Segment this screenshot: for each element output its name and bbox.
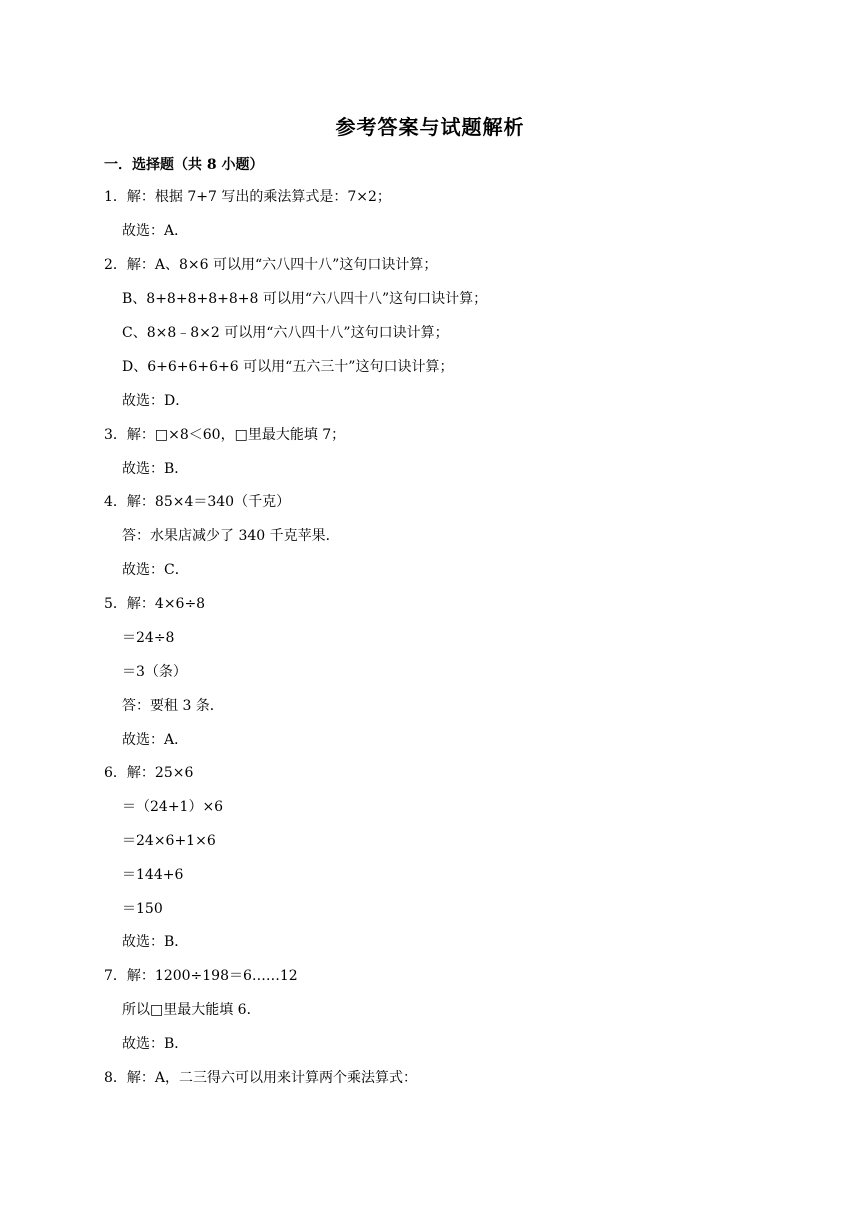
answer-line: 答：要租 3 条． xyxy=(122,698,224,714)
answer-line: 7．解：1200÷198＝6……12 xyxy=(104,968,298,984)
answer-line: 8．解：A，二三得六可以用来计算两个乘法算式： xyxy=(104,1070,418,1086)
answer-line: D、6+6+6+6+6 可以用“五六三十”这句口诀计算； xyxy=(122,359,454,375)
page-title: 参考答案与试题解析 xyxy=(335,115,525,139)
answer-line: 故选：D． xyxy=(122,393,190,409)
answer-line: 3．解：□×8＜60，□里最大能填 7； xyxy=(104,427,346,443)
answer-line: ＝144+6 xyxy=(122,867,184,883)
answer-line: 故选：C． xyxy=(122,562,189,578)
answer-line: ＝（24+1）×6 xyxy=(122,799,224,815)
answer-line: 5．解：4×6÷8 xyxy=(104,596,206,612)
answer-line: 故选：B． xyxy=(122,461,189,477)
answer-line: 2．解：A、8×6 可以用“六八四十八”这句口诀计算； xyxy=(104,257,438,273)
answer-line: 故选：A． xyxy=(122,732,189,748)
answer-line: ＝150 xyxy=(122,901,163,917)
answer-line: 1．解：根据 7+7 写出的乘法算式是：7×2； xyxy=(104,189,391,205)
answer-line: 6．解：25×6 xyxy=(104,765,194,781)
section-heading: 一．选择题（共 8 小题） xyxy=(104,157,264,173)
answer-line: 所以□里最大能填 6． xyxy=(122,1002,261,1018)
answer-line: 答：水果店减少了 340 千克苹果． xyxy=(122,528,340,544)
answer-line: B、8+8+8+8+8+8 可以用“六八四十八”这句口诀计算； xyxy=(122,291,488,307)
answer-line: ＝3（条） xyxy=(122,664,187,680)
answer-line: 故选：B． xyxy=(122,934,189,950)
answer-line: C、8×8﹣8×2 可以用“六八四十八”这句口诀计算； xyxy=(122,325,449,341)
answer-line: 故选：B． xyxy=(122,1036,189,1052)
answer-line: 故选：A． xyxy=(122,223,189,239)
answer-line: ＝24×6+1×6 xyxy=(122,833,216,849)
answer-line: ＝24÷8 xyxy=(122,630,175,646)
answer-line: 4．解：85×4＝340（千克） xyxy=(104,494,291,510)
